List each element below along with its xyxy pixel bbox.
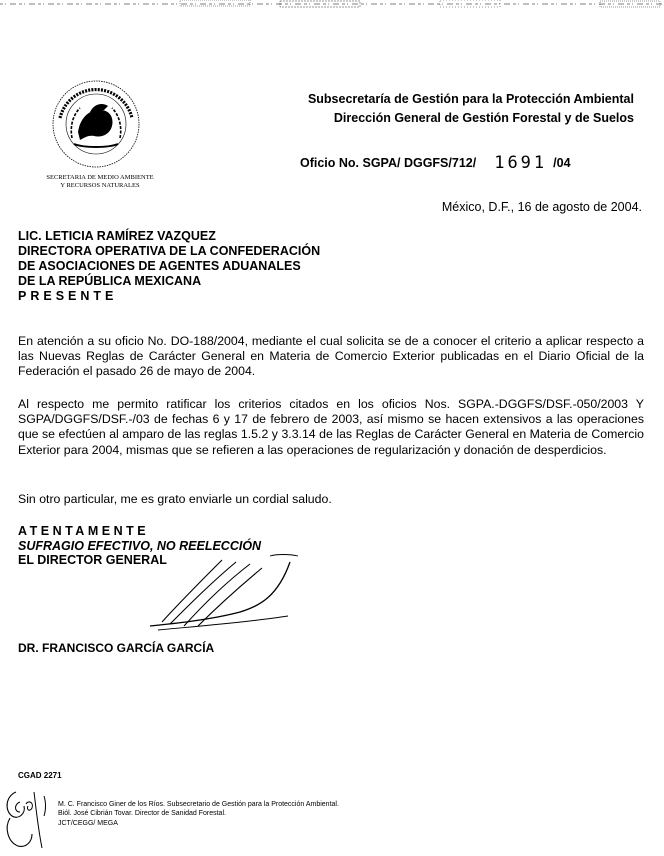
initials-line: JCT/CEGG/ MEGA xyxy=(58,819,118,827)
oficio-line xyxy=(300,152,571,172)
recipient-line3: DE ASOCIACIONES DE AGENTES ADUANALES xyxy=(18,259,301,273)
mexican-seal-logo xyxy=(50,78,142,170)
oficio-number-stamp: 1691 xyxy=(494,153,548,173)
ccp-handwritten-mark xyxy=(2,788,54,850)
copy-line-2: Biól. José Cibrián Tovar. Director de Sanidad Forestal. xyxy=(58,810,226,818)
seal-caption-line1: SECRETARIA DE MEDIO AMBIENTE xyxy=(46,174,154,181)
letter-date: México, D.F., 16 de agosto de 2004. xyxy=(441,200,642,214)
body-paragraph-2: Al respecto me permito ratificar los criterios citados en los oficios Nos. SGPA.-DGGFS/DSF.-050/2003 Y SGPA/DGGFS/DSF.-/03 de fechas 6 y 17 de febrero de 2003, así mismo se hacen extensivos a las operaciones que se efectúen al amparo de las reglas 1.5.2 y 3.3.14 de las Reglas de Carácter General en Materia de Comercio Exterior para 2004, mismas que se refieren a las operaciones de regularización y donación de desperdicios. xyxy=(18,397,644,457)
body-paragraph-1: En atención a su oficio No. DO-188/2004, mediante el cual solicita se de a conocer el criterio a aplicar respecto a las Nuevas Reglas de Carácter General en Materia de Comercio Exterior publicadas en el Diario Oficial de la Federación el pasado 26 de mayo de 2004. xyxy=(18,334,644,379)
recipient-presente: PRESENTE xyxy=(18,289,118,303)
recipient-line2: DIRECTORA OPERATIVA DE LA CONFEDERACIÓN xyxy=(18,244,321,258)
handwritten-signature xyxy=(140,552,300,634)
closing-atentamente: ATENTAMENTE xyxy=(18,524,150,538)
recipient-block xyxy=(18,229,320,304)
header-subsecretaria: Subsecretaría de Gestión para la Protección Ambiental xyxy=(307,92,634,106)
copy-line-1: M. C. Francisco Giner de los Ríos. Subsecretario de Gestión para la Protección Ambiental. xyxy=(58,801,339,808)
closing-sufragio: SUFRAGIO EFECTIVO, NO REELECCIÓN xyxy=(18,538,262,553)
seal-caption-line2: Y RECURSOS NATURALES xyxy=(60,182,140,189)
reference-code: CGAD 2271 xyxy=(18,771,62,780)
seal-caption xyxy=(22,174,178,190)
signer-name: DR. FRANCISCO GARCÍA GARCÍA xyxy=(18,641,215,655)
body-paragraph-3: Sin otro particular, me es grato enviarle un cordial saludo. xyxy=(18,492,332,506)
recipient-line4: DE LA REPÚBLICA MEXICANA xyxy=(18,274,202,288)
recipient-line1: LIC. LETICIA RAMÍREZ VAZQUEZ xyxy=(18,229,216,243)
closing-cargo: EL DIRECTOR GENERAL xyxy=(18,553,167,567)
oficio-prefix: Oficio No. SGPA/ DGGFS/712/ xyxy=(300,156,477,170)
scan-noise-strip xyxy=(0,0,664,10)
copies-block xyxy=(58,800,339,828)
oficio-suffix: /04 xyxy=(553,156,571,170)
header-direccion: Dirección General de Gestión Forestal y de Suelos xyxy=(333,111,634,125)
